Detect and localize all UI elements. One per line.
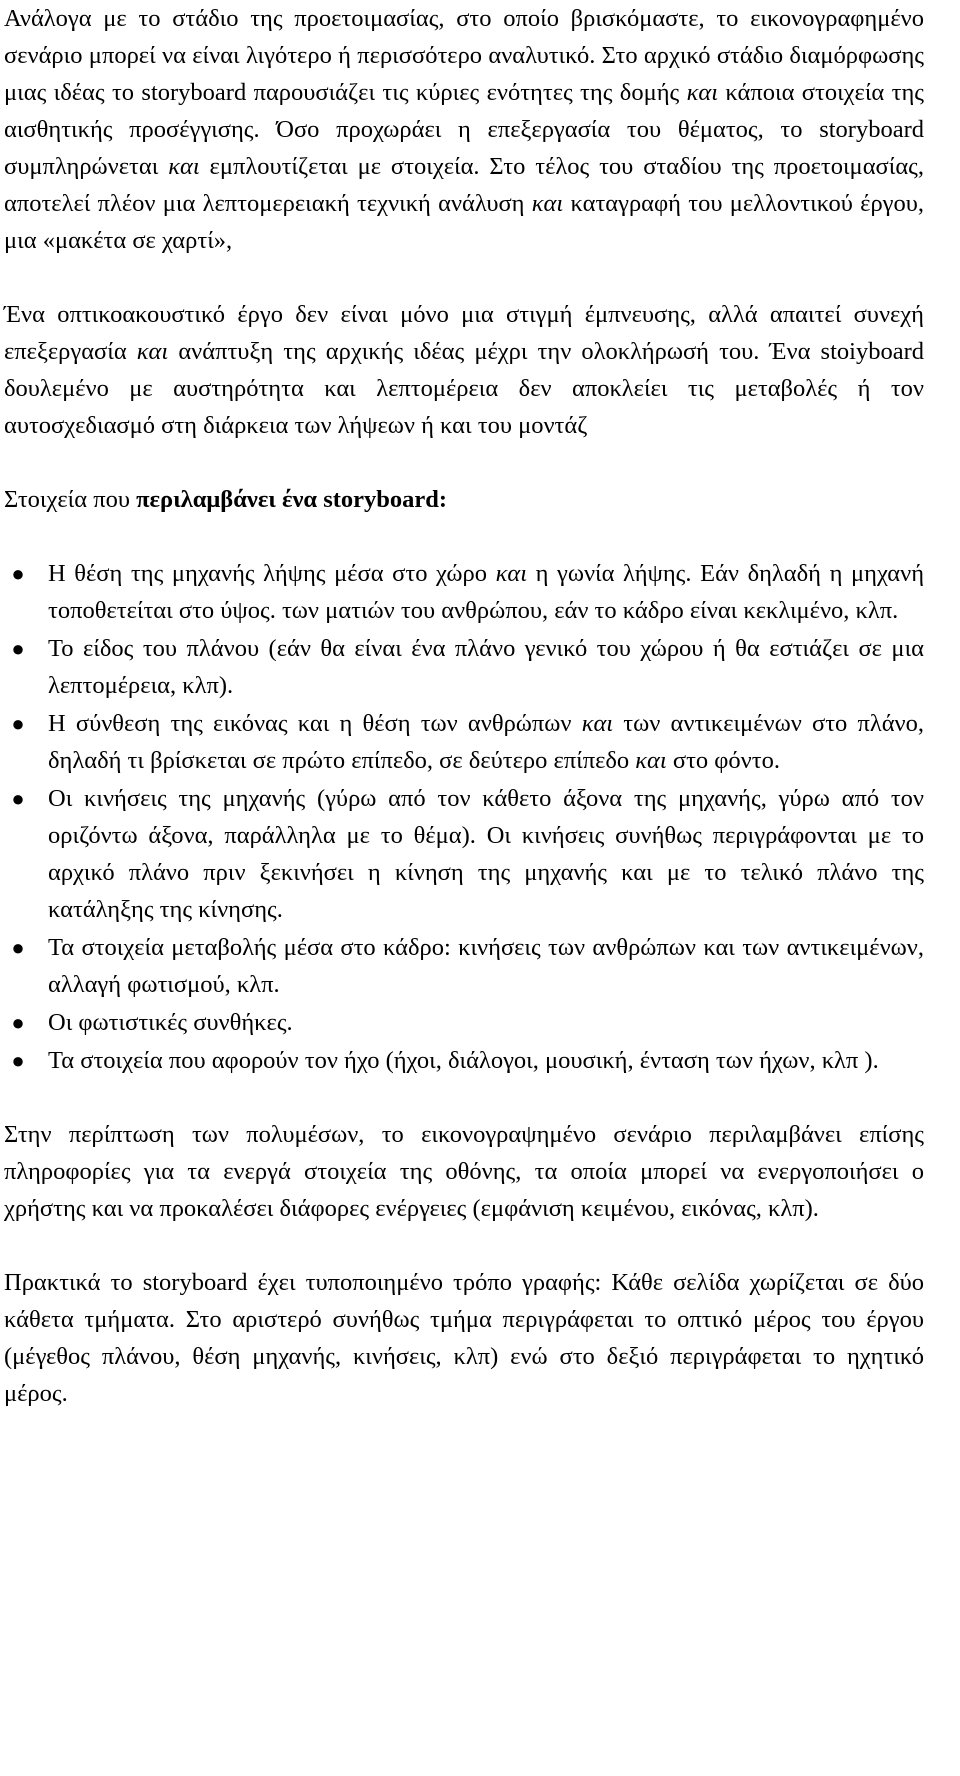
list-item <box>4 705 924 779</box>
section-heading <box>4 481 924 518</box>
list-item <box>4 1004 924 1041</box>
list-item <box>4 630 924 704</box>
paragraph-3-run-0: Στην περίπτωση των πολυμέσων, το εικονογραψημένο σενάριο περιλαμβάνει επίσης πληροφορίες για τα ενεργά στοιχεία της οθόνης, τα οποία μπορεί να ενεργοποιήσει ο χρήστης και να προκαλέσει διάφορες ενέργειες (εμφάνιση κειμένου, εικόνας, κλπ). <box>4 1121 924 1222</box>
paragraph-4-run-0: Πρακτικά το storyboard έχει τυποποιημένο τρόπο γραφής: Κάθε σελίδα χωρίζεται σε δύο κάθετα τμήματα. Στο αριστερό συνήθως τμήμα περιγράφεται το οπτικό μέρος του έργου (μέγεθος πλάνου, θέση μηχανής, κινήσεις, κλπ) ενώ στο δεξιό περιγράφεται το ηχητικό μέρος. <box>4 1269 924 1407</box>
paragraph-2-run-2: ανάπτυξη της αρχικής ιδέας μέχρι την ολοκλήρωσή του. Ένα stoiyboard δουλεμένο με αυστηρότητα και λεπτομέρεια δεν αποκλείει τις μεταβολές ή τον αυτοσχεδιασμό στη διάρκεια των λήψεων ή και του μοντάζ <box>4 338 924 439</box>
bullet-icon: ● <box>11 1048 25 1073</box>
list-item <box>4 555 924 629</box>
bullet-0-run-0: Η θέση της μηχανής λήψης μέσα στο χώρο <box>48 560 496 587</box>
paragraph-2-run-0: Ένα οπτικοακουστικό έργο δεν είναι μόνο μια στιγμή έμπνευσης, αλλά απαιτεί συνεχή επεξεργασία <box>4 301 924 365</box>
bullet-2-run-0: Η σύνθεση της εικόνας και η θέση των ανθρώπων <box>48 710 582 737</box>
bullet-2-run-4: στο φόντο. <box>666 747 780 774</box>
paragraph-1-run-1: και <box>686 79 719 106</box>
paragraph-continuous-processing <box>4 296 924 444</box>
paragraph-storyboard-stages <box>4 0 924 259</box>
bullet-icon: ● <box>11 711 25 736</box>
paragraph-1-run-4: εμπλουτίζεται με στοιχεία. Στο τέλος του σταδίου της προετοιμασίας, αποτελεί πλέον μια λεπτομερειακή τεχνική ανάλυση <box>4 153 924 217</box>
list-item-text <box>48 635 924 699</box>
paragraph-1-run-6: καταγραφή του μελλοντικού έργου, μια «μακέτα σε χαρτί», <box>4 190 924 254</box>
bullet-4-run-0: Τα στοιχεία μεταβολής μέσα στο κάδρο: κινήσεις των ανθρώπων και των αντικειμένων, αλλαγή φωτισμού, κλπ. <box>48 934 924 998</box>
bullet-6-run-0: Τα στοιχεία που αφορούν τον ήχο (ήχοι, διάλογοι, μουσική, ένταση των ήχων, κλπ ). <box>48 1047 879 1074</box>
paragraph-1-run-3: και <box>168 153 200 180</box>
bullet-icon: ● <box>11 636 25 661</box>
list-item-text <box>48 1009 293 1036</box>
bullet-3-run-0: Οι κινήσεις της μηχανής (γύρω από τον κάθετο άξονα της μηχανής, γύρω από τον οριζόντω άξονα, παράλληλα με το θέμα). Οι κινήσεις συνήθως περιγράφονται με το αρχικό πλάνο πριν ξεκινήσει η κίνηση της μηχανής και με το τελικό πλάνο της κατάληξης της κίνησης. <box>48 785 924 923</box>
paragraph-1-run-0: Ανάλογα με το στάδιο της προετοιμασίας, στο οποίο βρισκόμαστε, το εικονογραφημένο σενάριο μπορεί να είναι λιγότερο ή περισσότερο αναλυτικό. Στο αρχικό στάδιο διαμόρφωσης μιας ιδέας το storyboard παρουσιάζει τις κύριες ενότητες της δομής <box>4 5 924 106</box>
bullet-icon: ● <box>11 561 25 586</box>
list-item <box>4 929 924 1003</box>
bullet-icon: ● <box>11 786 25 811</box>
paragraph-1-run-2: κάποια στοιχεία της αισθητικής προσέγγισης. Όσο προχωράει η επεξεργασία του θέματος, το storyboard συμπληρώνεται <box>4 79 924 180</box>
list-item-text <box>48 710 924 774</box>
paragraph-multimedia <box>4 1116 924 1227</box>
heading-bold: περιλαμβάνει ένα storyboard: <box>136 486 448 513</box>
bullet-icon: ● <box>11 1010 25 1035</box>
bullet-0-run-1: και <box>495 560 528 587</box>
bullet-2-run-1: και <box>581 710 614 737</box>
bullet-1-run-0: Το είδος του πλάνου (εάν θα είναι ένα πλάνο γενικό του χώρου ή θα εστιάζει σε μια λεπτομέρεια, κλπ). <box>48 635 924 699</box>
paragraph-2-run-1: και <box>136 338 169 365</box>
bullet-2-run-2: των αντικειμένων στο πλάνο, δηλαδή τι βρίσκεται σε πρώτο επίπεδο, σε δεύτερο επίπεδο <box>48 710 924 774</box>
bullet-5-run-0: Οι φωτιστικές συνθήκες. <box>48 1009 293 1036</box>
list-item-text <box>48 785 924 923</box>
bullet-icon: ● <box>11 935 25 960</box>
list-item-text <box>48 934 924 998</box>
document-page <box>4 0 924 1412</box>
paragraph-1-run-5: και <box>531 190 564 217</box>
list-item <box>4 780 924 928</box>
heading-prefix: Στοιχεία που <box>4 486 137 513</box>
bullet-2-run-3: και <box>635 747 667 774</box>
paragraph-practical-format <box>4 1264 924 1412</box>
list-item-text <box>48 560 924 624</box>
list-item <box>4 1042 924 1079</box>
storyboard-elements-list <box>4 555 924 1079</box>
bullet-0-run-2: η γωνία λήψης. Εάν δηλαδή η μηχανή τοποθετείται στο ύψος. των ματιών του ανθρώπου, εάν το κάδρο είναι κεκλιμένο, κλπ. <box>48 560 925 624</box>
list-item-text <box>48 1047 879 1074</box>
